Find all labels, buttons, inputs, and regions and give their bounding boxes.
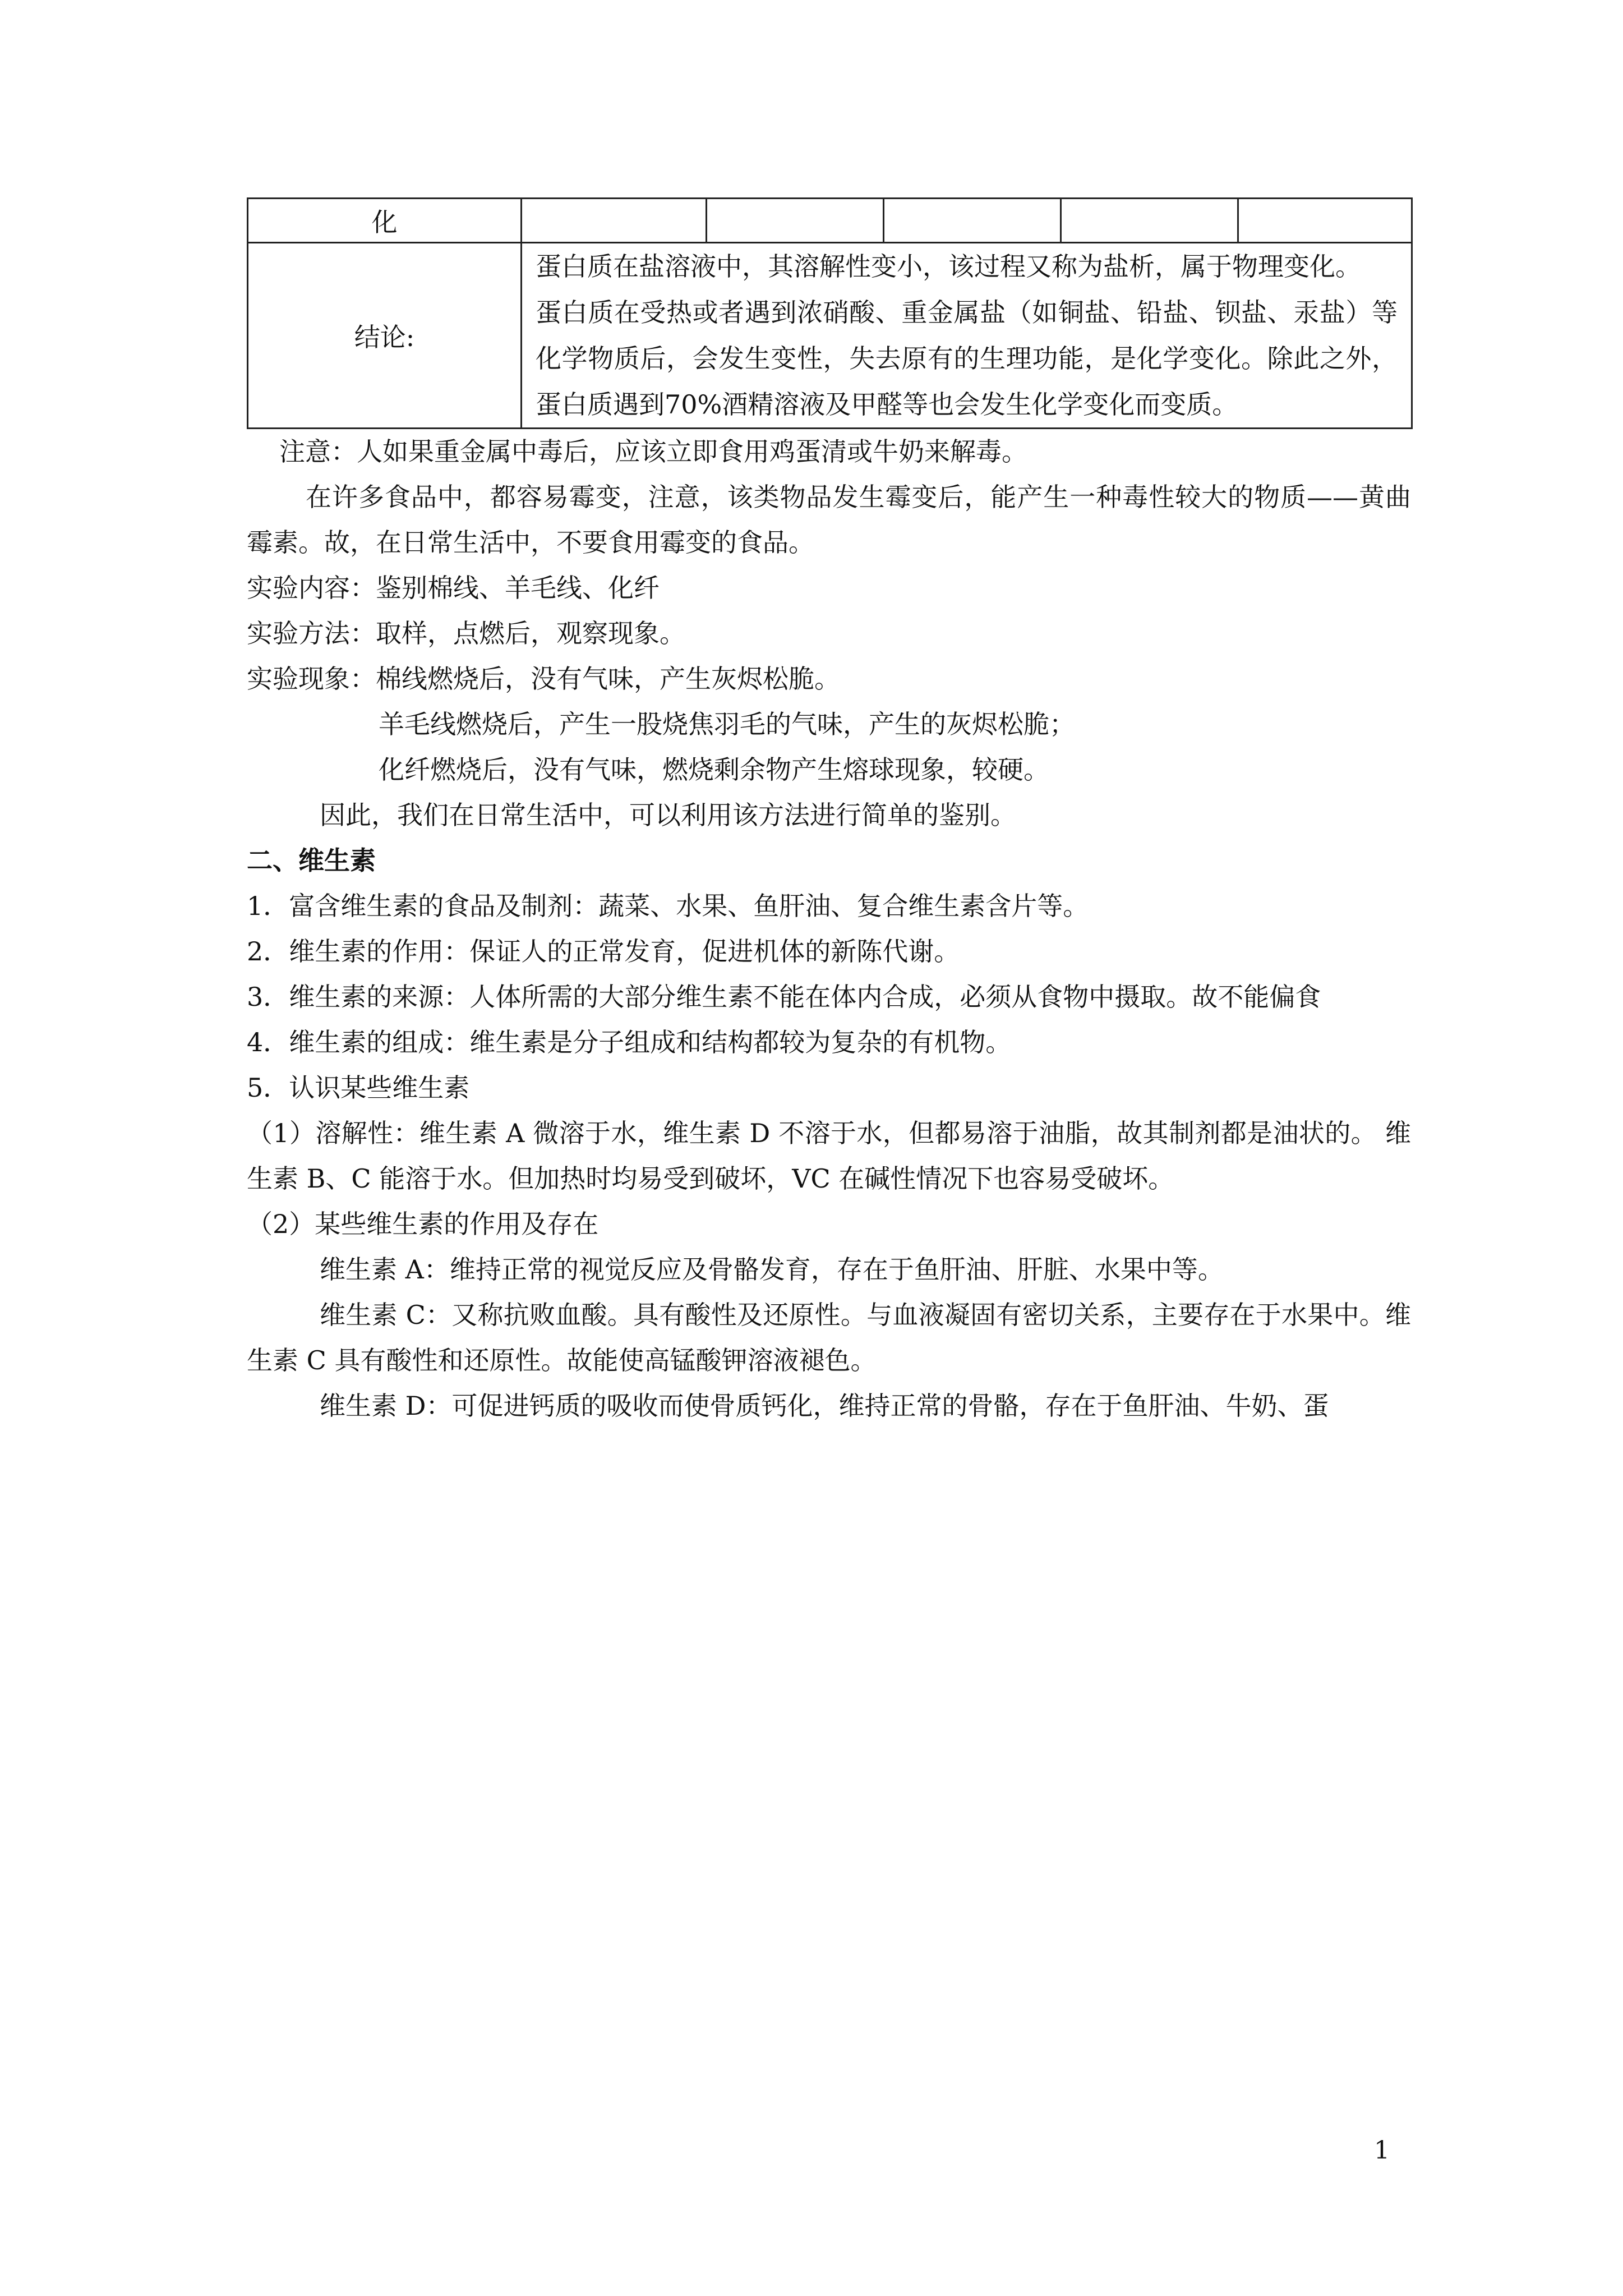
- table-cell: [522, 199, 707, 243]
- list-item: 1．富含维生素的食品及制剂：蔬菜、水果、鱼肝油、复合维生素含片等。: [247, 891, 1089, 921]
- experiment-method: 实验方法：取样，点燃后，观察现象。: [247, 618, 685, 648]
- table-row-label: 化: [248, 199, 522, 243]
- note-paragraph: 注意：人如果重金属中毒后，应该立即食用鸡蛋清或牛奶来解毒。: [279, 436, 1027, 467]
- conclusion-cell: [522, 243, 1412, 429]
- table-row: [248, 243, 1412, 429]
- list-item: 5．认识某些维生素: [247, 1073, 470, 1103]
- fiber-result: 化纤燃烧后，没有气味，燃烧剩余物产生熔球现象，较硬。: [379, 754, 1049, 785]
- table-row: [248, 199, 1412, 243]
- page-number: 1: [1374, 2136, 1390, 2165]
- table-cell: [1061, 199, 1238, 243]
- wool-result: 羊毛线燃烧后，产生一股烧焦羽毛的气味，产生的灰烬松脆；: [379, 709, 1075, 739]
- vitamin-d-paragraph: 维生素 D：可促进钙质的吸收而使骨质钙化，维持正常的骨骼，存在于鱼肝油、牛奶、蛋: [320, 1391, 1329, 1421]
- conclusion-paragraph: 因此，我们在日常生活中，可以利用该方法进行简单的鉴别。: [320, 800, 1016, 830]
- list-item: 4．维生素的组成：维生素是分子组成和结构都较为复杂的有机物。: [247, 1027, 1012, 1057]
- list-item: 3．维生素的来源：人体所需的大部分维生素不能在体内合成，必须从食物中摄取。故不能偏食: [247, 982, 1321, 1012]
- experiment-table: [247, 197, 1413, 429]
- table-cell: [884, 199, 1061, 243]
- vitamin-a-paragraph: 维生素 A：维持正常的视觉反应及骨骼发育，存在于鱼肝油、肝脏、水果中等。: [320, 1254, 1224, 1285]
- experiment-phenomenon: 实验现象：棉线燃烧后，没有气味，产生灰烬松脆。: [247, 664, 840, 694]
- experiment-content: 实验内容：鉴别棉线、羊毛线、化纤: [247, 573, 660, 603]
- list-item: 2．维生素的作用：保证人的正常发育，促进机体的新陈代谢。: [247, 936, 960, 967]
- document-body: [247, 429, 1411, 1429]
- solubility-paragraph: （1）溶解性：维生素 A 微溶于水，维生素 D 不溶于水，但都易溶于油脂，故其制剂都是油状的。 维生素 B、C 能溶于水。但加热时均易受到破坏，VC 在碱性情况下也容易受破坏。: [247, 1118, 1411, 1194]
- subsection-heading: （2）某些维生素的作用及存在: [247, 1209, 599, 1239]
- document-page: [247, 197, 1411, 1429]
- vitamin-c-paragraph: 维生素 C：又称抗败血酸。具有酸性及还原性。与血液凝固有密切关系，主要存在于水果中。维生素 C 具有酸性和还原性。故能使高锰酸钾溶液褪色。: [247, 1300, 1411, 1375]
- conclusion-paragraph: 蛋白质在受热或者遇到浓硝酸、重金属盐（如铜盐、铅盐、钡盐、汞盐）等化学物质后，会发生变性，失去原有的生理功能，是化学变化。除此之外，蛋白质遇到70%酒精溶液及甲醛等也会发生化学变化而变质。: [536, 297, 1398, 420]
- table-cell: [707, 199, 884, 243]
- conclusion-label: 结论:: [248, 243, 522, 429]
- conclusion-paragraph: 蛋白质在盐溶液中，其溶解性变小，该过程又称为盐析，属于物理变化。: [536, 251, 1361, 282]
- section-heading: 二、维生素: [247, 845, 376, 876]
- table-cell: [1238, 199, 1412, 243]
- mold-paragraph: 在许多食品中，都容易霉变，注意，该类物品发生霉变后，能产生一种毒性较大的物质——黄曲霉素。故，在日常生活中，不要食用霉变的食品。: [247, 482, 1411, 558]
